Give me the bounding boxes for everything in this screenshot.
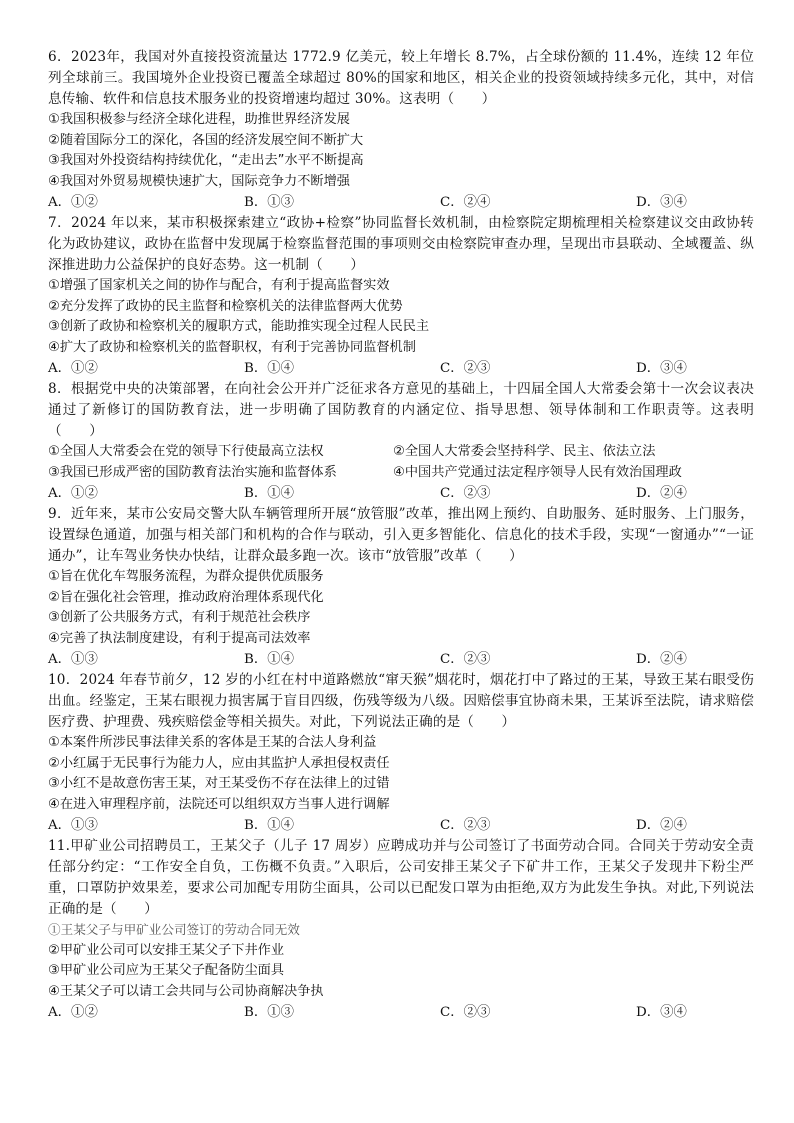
answer-choices [48,815,754,836]
choice-b[interactable]: B．①④ [244,652,295,667]
question-8 [48,379,754,504]
choice-d[interactable]: D．③④ [636,361,687,376]
question-9 [48,504,754,670]
option-2: ②小红属于无民事行为能力人，应由其监护人承担侵权责任 [48,755,390,771]
option-4: ④王某父子可以请工会共同与公司协商解决争执 [48,983,324,999]
option-row [48,463,754,484]
option-1: ①增强了国家机关之间的协作与配合，有利于提高监督实效 [48,278,390,293]
choice-c[interactable]: C．②③ [440,1005,491,1020]
question-11 [48,836,754,1023]
answer-choices [48,649,754,670]
option-2: ②充分发挥了政协的民主监督和检察机关的法律监督两大优势 [48,298,403,314]
option-2: ②全国人大常委会坚持科学、民主、依法立法 [393,444,656,459]
choice-c[interactable]: C．②④ [440,195,491,210]
choice-c[interactable]: C．②③ [440,486,491,501]
option-row [48,442,754,463]
option-3: ③小红不是故意伤害王某，对王某受伤不存在法律上的过错 [48,776,390,791]
choice-a[interactable]: A．①② [48,1005,98,1020]
choice-c[interactable]: C．②③ [440,652,491,667]
answer-choices [48,192,754,213]
option-3: ③创新了公共服务方式，有利于规范社会秩序 [48,610,311,625]
option-1: ①王某父子与甲矿业公司签订的劳动合同无效 [48,922,300,937]
choice-a[interactable]: A．①③ [48,818,98,833]
choice-b[interactable]: B．①④ [244,361,295,376]
option-3: ③甲矿业公司应为王某父子配备防尘面具 [48,963,285,978]
choice-d[interactable]: D．③④ [636,1005,687,1020]
choice-d[interactable]: D．②④ [636,486,687,501]
option-2: ②旨在强化社会管理，推动政府治理体系现代化 [48,589,324,605]
choice-d[interactable]: D．②④ [636,818,687,833]
choice-b[interactable]: B．①③ [244,1005,295,1020]
option-2: ②随着国际分工的深化，各国的经济发展空间不断扩大 [48,132,364,148]
choice-c[interactable]: C．②③ [440,361,491,376]
exam-page [48,47,754,1023]
choice-b[interactable]: B．①④ [244,486,295,501]
option-1: ①旨在优化车驾服务流程，为群众提供优质服务 [48,569,324,584]
question-stem: 7．2024 年以来，某市积极探索建立“政协+检察”协同监督长效机制，由检察院定期梳理相关检察建议交由政协转化为政协建议，政协在监督中发现属于检察监督范围的事项则交由检察院审查办理，呈现出市县联动、全域覆盖、纵深推进助力公益保护的良好态势。这一机制（ ） [48,215,754,273]
choice-c[interactable]: C．②③ [440,818,491,833]
option-3: ③创新了政协和检察机关的履职方式，能助推实现全过程人民民主 [48,319,430,334]
option-1: ①全国人大常委会在党的领导下行使最高立法权 [48,444,324,459]
question-stem: 11.甲矿业公司招聘员工，王某父子（儿子 17 周岁）应聘成功并与公司签订了书面劳动合同。合同关于劳动安全责任部分约定：“工作安全自负，工伤概不负责。”入职后，公司安排王某父子下矿井工作，王某父子发现井下粉尘严重，口罩防护效果差，要求公司加配专用防尘面具，公司以已配发口罩为由拒绝,双方为此发生争执。对此,下列说法正确的是（ ） [48,838,754,917]
option-3: ③我国已形成严密的国防教育法治实施和监督体系 [48,464,337,480]
choice-d[interactable]: D．②④ [636,652,687,667]
option-3: ③我国对外投资结构持续优化，“走出去”水平不断提高 [48,153,364,168]
option-1: ①本案件所涉民事法律关系的客体是王某的合法人身利益 [48,735,377,750]
option-4: ④在进入审理程序前，法院还可以组织双方当事人进行调解 [48,796,390,812]
option-2: ②甲矿业公司可以安排王某父子下井作业 [48,942,285,958]
question-stem: 10．2024 年春节前夕，12 岁的小红在村中道路燃放“窜天猴”烟花时，烟花打中了路过的王某，导致王某右眼受伤出血。经鉴定，王某右眼视力损害属于盲目四级，伤残等级为八级。因赔偿事宜协商未果，王某诉至法院，请求赔偿医疗费、护理费、残疾赔偿金等相关损失。对此，下列说法正确的是（ ） [48,672,754,730]
choice-a[interactable]: A．①② [48,486,98,501]
option-4: ④中国共产党通过法定程序领导人民有效治国理政 [393,464,682,480]
choice-a[interactable]: A．①③ [48,652,98,667]
choice-a[interactable]: A．①② [48,195,98,210]
choice-b[interactable]: B．①③ [244,195,295,210]
option-1: ①我国积极参与经济全球化进程，助推世界经济发展 [48,112,350,127]
question-stem: 8．根据党中央的决策部署，在向社会公开并广泛征求各方意见的基础上，十四届全国人大常委会第十一次会议表决通过了新修订的国防教育法，进一步明确了国防教育的内涵定位、指导思想、领导体制和工作职责等。这表明（ ） [48,381,754,439]
question-stem: 9．近年来，某市公安局交警大队车辆管理所开展“放管服”改革，推出网上预约、自助服务、延时服务、上门服务，设置绿色通道，加强与相关部门和机构的合作与联动，引入更多智能化、信息化的技术手段，实现“一窗通办”“一证通办”，让车驾业务快办快结，让群众最多跑一次。该市“放管服”改革（ ） [48,506,754,564]
answer-choices [48,358,754,379]
option-4: ④我国对外贸易规模快速扩大，国际竞争力不断增强 [48,173,350,189]
option-4: ④完善了执法制度建设，有利于提高司法效率 [48,630,311,646]
question-7 [48,213,754,379]
answer-choices [48,483,754,504]
question-10 [48,670,754,836]
question-stem: 6．2023年，我国对外直接投资流量达 1772.9 亿美元，较上年增长 8.7%，占全球份额的 11.4%，连续 12 年位列全球前三。我国境外企业投资已覆盖全球超过 80%的国家和地区，相关企业的投资领域持续多元化，其中，对信息传输、软件和信息技术服务业的投资增速均超过 30%。这表明（ ） [48,49,754,107]
choice-b[interactable]: B．①④ [244,818,295,833]
choice-a[interactable]: A．①② [48,361,98,376]
answer-choices [48,1002,754,1023]
choice-d[interactable]: D．③④ [636,195,687,210]
option-4: ④扩大了政协和检察机关的监督职权，有利于完善协同监督机制 [48,339,416,355]
question-6 [48,47,754,213]
